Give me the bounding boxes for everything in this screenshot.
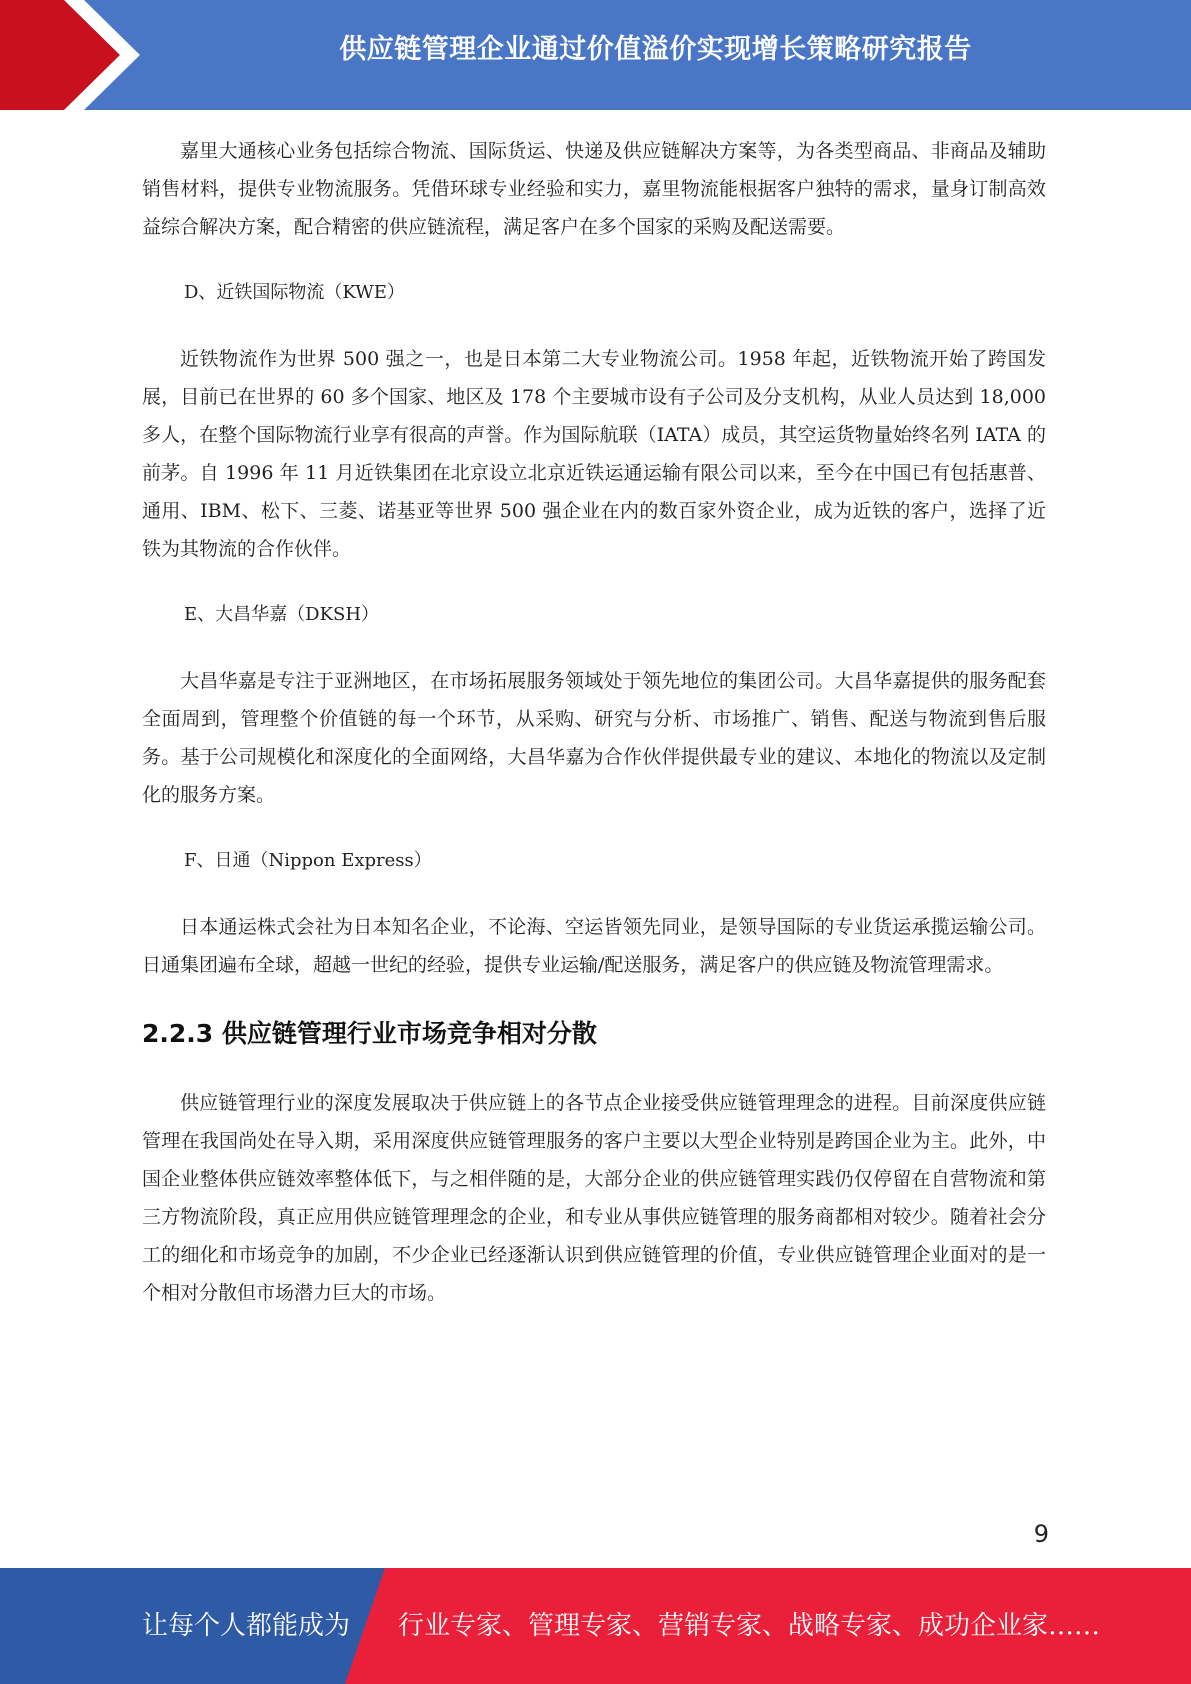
- company-heading-nippon-express: F、日通（Nippon Express）: [184, 850, 432, 871]
- document-body: [142, 132, 1046, 1312]
- paragraph-dksh: 大昌华嘉是专注于亚洲地区，在市场拓展服务领域处于领先地位的集团公司。大昌华嘉提供的服务配套全面周到，管理整个价值链的每一个环节，从采购、研究与分析、市场推广、销售、配送与物流到售后服务。基于公司规模化和深度化的全面网络，大昌华嘉为合作伙伴提供最专业的建议、本地化的物流以及定制化的服务方案。: [142, 670, 1046, 806]
- page-footer: [0, 1568, 1191, 1684]
- page-header: [0, 0, 1191, 110]
- section-heading: 2.2.3 供应链管理行业市场竞争相对分散: [142, 1019, 597, 1048]
- report-title: 供应链管理企业通过价值溢价实现增长策略研究报告: [339, 34, 972, 65]
- company-heading-dksh: E、大昌华嘉（DKSH）: [184, 604, 380, 625]
- page-number: 9: [1033, 1520, 1049, 1548]
- paragraph-section: 供应链管理行业的深度发展取决于供应链上的各节点企业接受供应链管理理念的进程。目前深度供应链管理在我国尚处在导入期，采用深度供应链管理服务的客户主要以大型企业特别是跨国企业为主。此外，中国企业整体供应链效率整体低下，与之相伴随的是，大部分企业的供应链管理实践仍仅停留在自营物流和第三方物流阶段，真正应用供应链管理理念的企业，和专业从事供应链管理的服务商都相对较少。随着社会分工的细化和市场竞争的加剧，不少企业已经逐渐认识到供应链管理的价值，专业供应链管理企业面对的是一个相对分散但市场潜力巨大的市场。: [142, 1092, 1046, 1304]
- company-heading-kwe: D、近铁国际物流（KWE）: [184, 282, 405, 303]
- footer-slogan-right: 行业专家、管理专家、营销专家、战略专家、成功企业家……: [398, 1611, 1101, 1641]
- paragraph-kerry-logistics: 嘉里大通核心业务包括综合物流、国际货运、快递及供应链解决方案等，为各类型商品、非商品及辅助销售材料，提供专业物流服务。凭借环球专业经验和实力，嘉里物流能根据客户独特的需求，量身订制高效益综合解决方案，配合精密的供应链流程，满足客户在多个国家的采购及配送需要。: [142, 140, 1046, 238]
- paragraph-nippon-express: 日本通运株式会社为日本知名企业，不论海、空运皆领先同业，是领导国际的专业货运承揽运输公司。日通集团遍布全球，超越一世纪的经验，提供专业运输/配送服务，满足客户的供应链及物流管理需求。: [142, 916, 1046, 976]
- paragraph-kwe: 近铁物流作为世界 500 强之一，也是日本第二大专业物流公司。1958 年起，近铁物流开始了跨国发展，目前已在世界的 60 多个国家、地区及 178 个主要城市设有子公司及分支机构，从业人员达到 18,000 多人，在整个国际物流行业享有很高的声誉。作为国际航联（IATA）成员，其空运货物量始终名列 IATA 的前茅。自 1996 年 11 月近铁集团在北京设立北京近铁运通运输有限公司以来，至今在中国已有包括惠普、通用、IBM、松下、三菱、诺基亚等世界 500 强企业在内的数百家外资企业，成为近铁的客户，选择了近铁为其物流的合作伙伴。: [142, 348, 1046, 560]
- footer-slogan-left: 让每个人都能成为: [142, 1611, 351, 1641]
